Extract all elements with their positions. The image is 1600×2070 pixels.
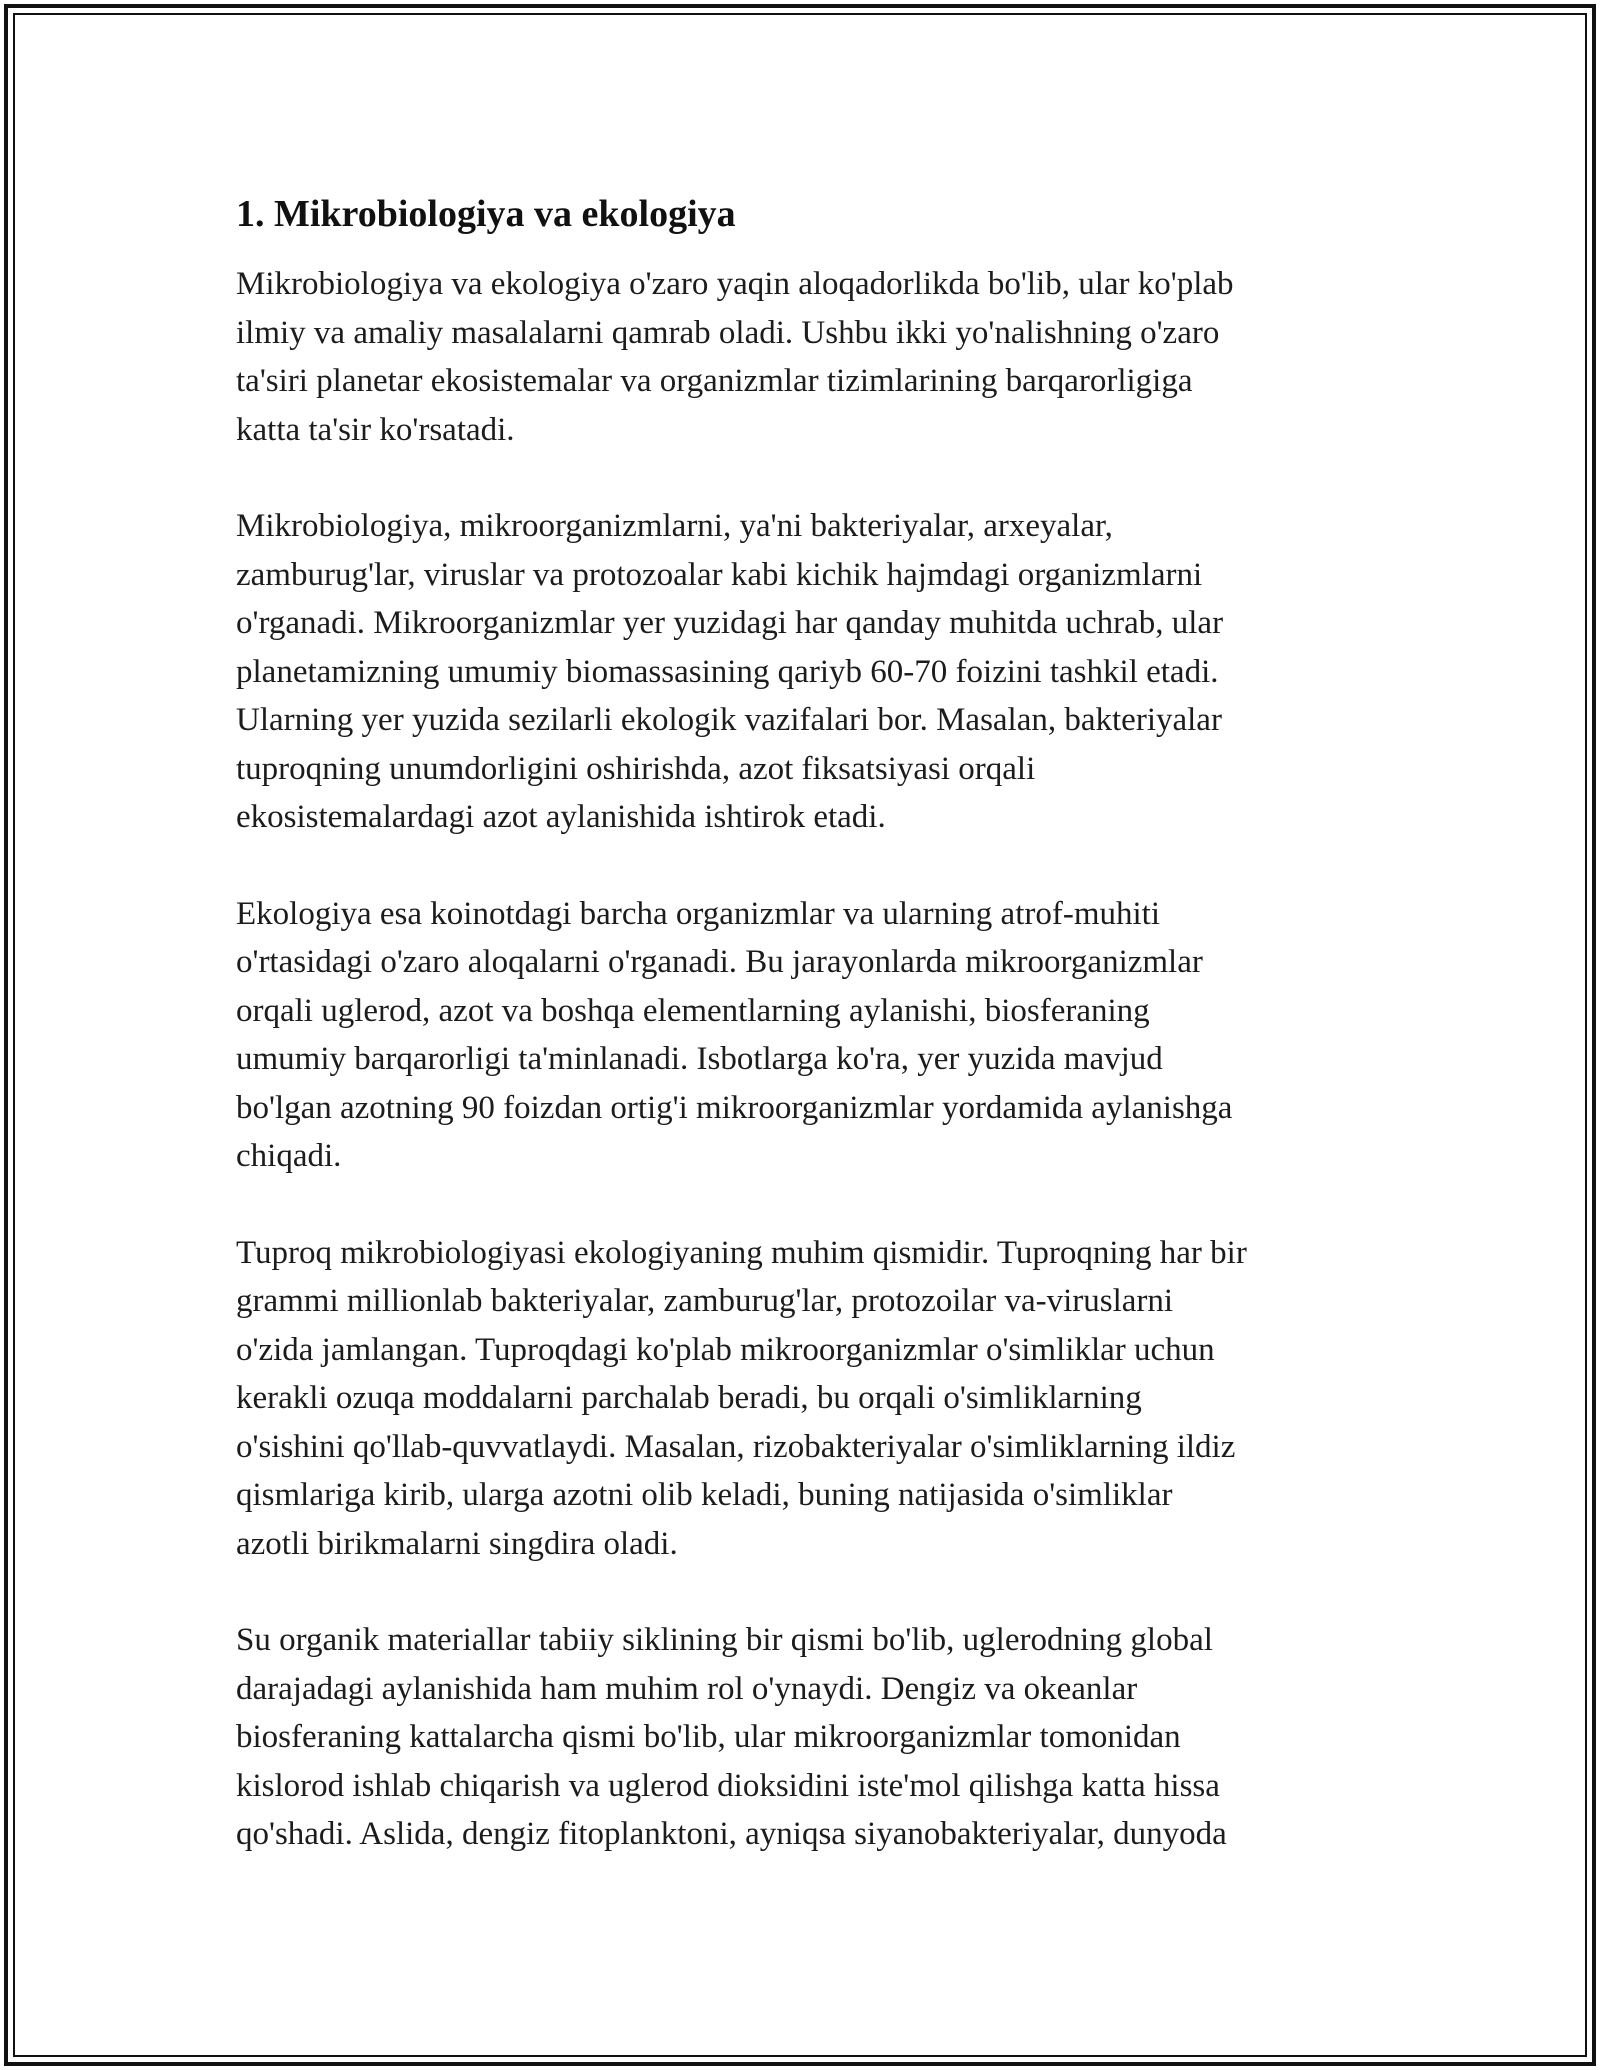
- section-title: 1. Mikrobiologiya va ekologiya: [236, 193, 736, 235]
- document-body: [236, 186, 1376, 1907]
- paragraph-5: Su organik materiallar tabiiy siklining bir qismi bo'lib, uglerodning global darajadagi aylanishida ham muhim rol o'ynaydi. Dengiz va okeanlar biosferaning kattalarcha qismi bo'lib, ular mikroorganizmlar tomonidan kislorod ishlab chiqarish va uglerod dioksidini iste'mol qilishga katta hissa qo'shadi. Aslida, dengiz fitoplanktoni, ayniqsa siyanobakteriyalar, dunyoda: [236, 1622, 1227, 1852]
- paragraph-3: Ekologiya esa koinotdagi barcha organizmlar va ularning atrof-muhiti o'rtasidagi o'zaro aloqalarni o'rganadi. Bu jarayonlarda mikroorganizmlar orqali uglerod, azot va boshqa elementlarning aylanishi, biosferaning umumiy barqarorligi ta'minlanadi. Isbotlarga ko'ra, yer yuzida mavjud bo'lgan azotning 90 foizdan ortig'i mikroorganizmlar yordamida aylanishga chiqadi.: [236, 895, 1233, 1174]
- paragraph-4: Tuproq mikrobiologiyasi ekologiyaning muhim qismidir. Tuproqning har bir grammi millionlab bakteriyalar, zamburug'lar, protozoilar va-viruslarni o'zida jamlangan. Tuproqdagi ko'plab mikroorganizmlar o'simliklar uchun kerakli ozuqa moddalarni parchalab beradi, bu orqali o'simliklarning o'sishini qo'llab-quvvatlaydi. Masalan, rizobakteriyalar o'simliklarning ildiz qismlariga kirib, ularga azotni olib keladi, buning natijasida o'simliklar azotli birikmalarni singdira oladi.: [236, 1234, 1247, 1562]
- paragraph-2: Mikrobiologiya, mikroorganizmlarni, ya'ni bakteriyalar, arxeyalar, zamburug'lar, viruslar va protozoalar kabi kichik hajmdagi organizmlarni o'rganadi. Mikroorganizmlar yer yuzidagi har qanday muhitda uchrab, ular planetamizning umumiy biomassasining qariyb 60-70 foizini tashkil etadi. Ularning yer yuzida sezilarli ekologik vazifalari bor. Masalan, bakteriyalar tuproqning unumdorligini oshirishda, azot fiksatsiyasi orqali ekosistemalardagi azot aylanishida ishtirok etadi.: [236, 508, 1224, 835]
- paragraph-1: Mikrobiologiya va ekologiya o'zaro yaqin aloqadorlikda bo'lib, ular ko'plab ilmiy va amaliy masalalarni qamrab oladi. Ushbu ikki yo'nalishning o'zaro ta'siri planetar ekosistemalar va organizmlar tizimlarining barqarorligiga katta ta'sir ko'rsatadi.: [236, 266, 1234, 448]
